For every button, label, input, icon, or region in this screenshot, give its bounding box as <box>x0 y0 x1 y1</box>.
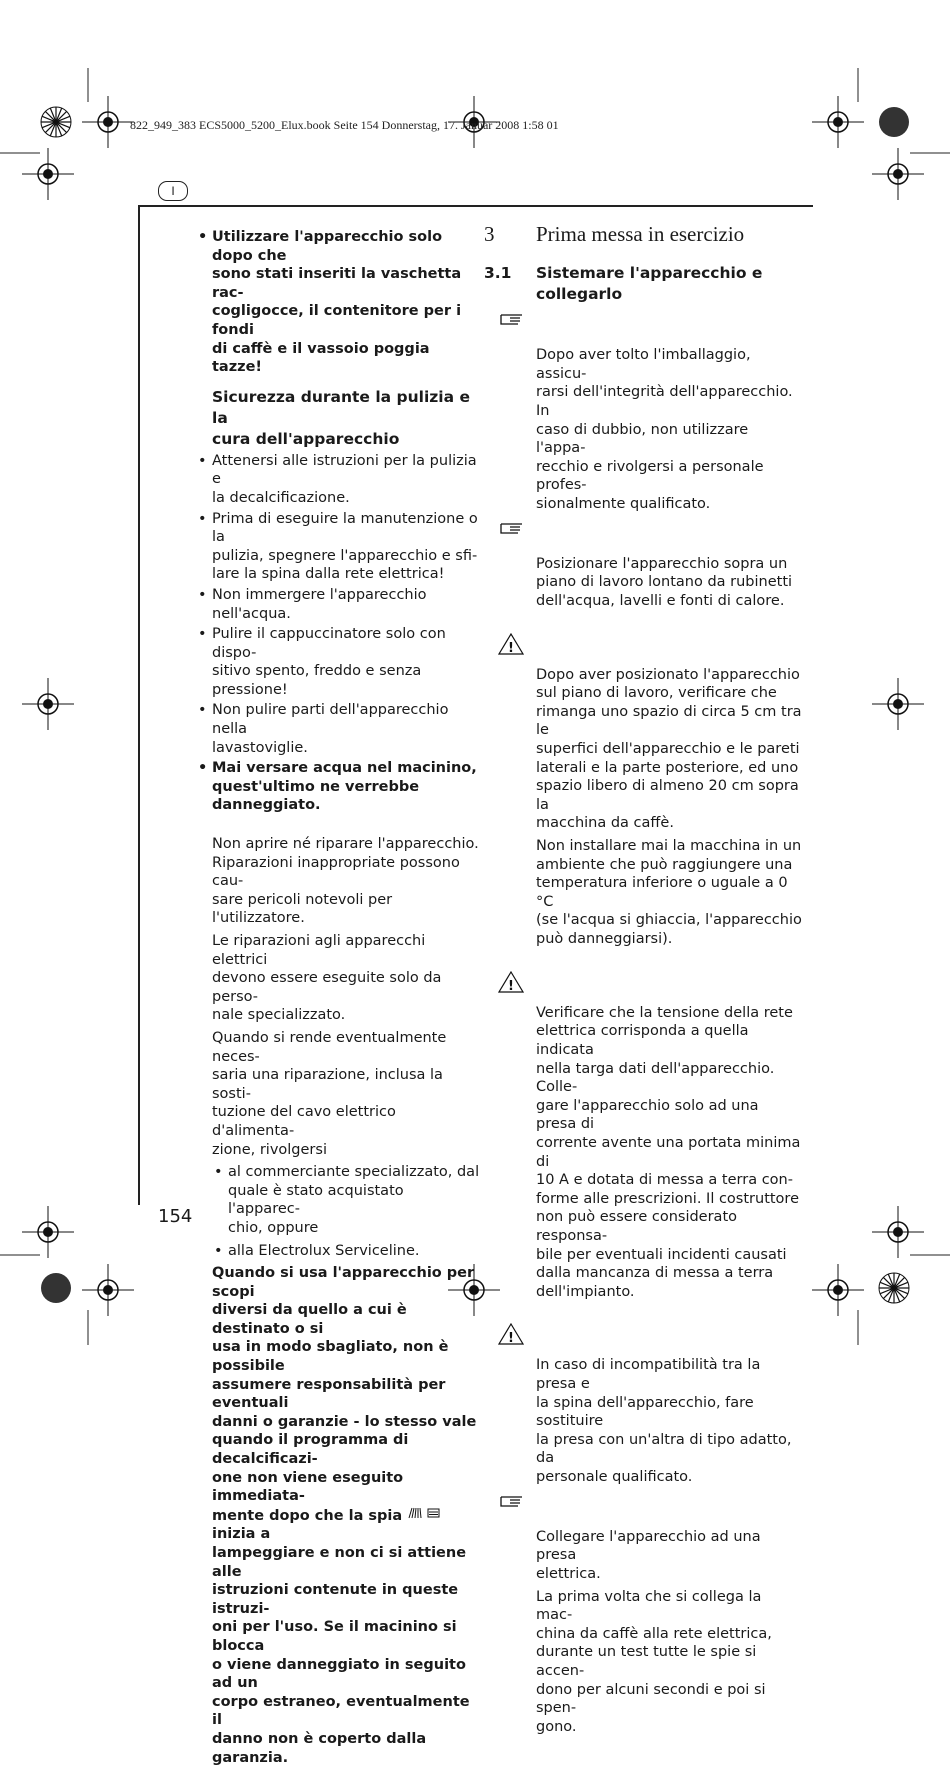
paragraph: Non aprire né riparare l'apparecchio. Riparazioni inappropriate possono cau- sare pericoli notevoli per l'utilizzatore. <box>212 836 479 927</box>
liability-text-2: inizia a lampeggiare e non ci si attiene alle istruzioni contenute in queste istruzi- oni per l'uso. Se il macinino si blocca o viene danneggiato in seguito ad un corpo estraneo, eventualmente il danno non è coperto dalla garanzia. <box>212 1526 470 1766</box>
item-text: In caso di incompatibilità tra la presa e la spina dell'apparecchio, fare sostituire la presa con un'altra di tipo adatto, da personale qualificato. <box>536 1357 792 1486</box>
item-text: Collegare l'apparecchio ad una presa elettrica. <box>536 1528 761 1582</box>
paragraph: La prima volta che si collega la mac- china da caffè alla rete elettrica, durante un test tutte le spie si accen- dono per alcuni secondi e poi si spen- gono. <box>536 1588 772 1735</box>
chapter-heading <box>484 222 802 259</box>
warning-item <box>484 629 802 834</box>
descaling-lamp-icon <box>428 1509 439 1517</box>
section-title: Sistemare l'apparecchio e collegarlo <box>536 264 763 303</box>
item-text: Posizionare l'apparecchio sopra un piano di lavoro lontano da rubinetti dell'acqua, lavelli e fonti di calore. <box>536 555 793 609</box>
chapter-number: 3 <box>484 222 495 246</box>
warning-triangle-icon <box>498 1323 524 1345</box>
indicator-lamps <box>407 1506 441 1526</box>
list-item: • Prima di eseguire la manutenzione o la pulizia, spegnere l'apparecchio e sfi- lare la spina dalla rete elettrica! <box>198 510 480 584</box>
svg-text:!: ! <box>508 1331 514 1346</box>
page-number: 154 <box>158 1206 193 1227</box>
warning-item <box>484 967 802 1302</box>
section-number: 3.1 <box>484 264 512 282</box>
instruction-item <box>484 1491 802 1584</box>
list-item: • Attenersi alle istruzioni per la pulizia e la decalcificazione. <box>198 452 480 508</box>
warning-triangle-icon <box>498 971 524 993</box>
warning-item <box>484 1319 802 1486</box>
svg-text:!: ! <box>508 640 514 655</box>
liability-text-1: Quando si usa l'apparecchio per scopi diversi da quello a cui è destinato o si usa in modo sbagliato, non è possibile assumere responsabilità per eventuali danni o garanzie - lo stesso vale quando il programma di decalcificazi- one non viene eseguito immediata- mente dopo che la spia <box>212 1265 477 1524</box>
instruction-item <box>484 518 802 611</box>
section-heading <box>484 263 802 307</box>
paragraph: Quando si rende eventualmente neces- saria una riparazione, inclusa la sosti- tuzione del cavo elettrico d'alimenta- zione, rivolgersi <box>212 1029 447 1158</box>
warning-triangle-icon <box>498 633 524 655</box>
crosshair-icon <box>82 96 134 148</box>
frame-line-horizontal <box>138 205 813 207</box>
list-item: • al commerciante specializzato, dal quale è stato acquistato l'apparec- chio, oppure <box>198 1163 480 1237</box>
section-heading: Sicurezza durante la pulizia e la cura dell'apparecchio <box>212 387 470 448</box>
gray-target-icon <box>879 107 909 137</box>
instruction-item <box>484 309 802 514</box>
color-target-icon <box>41 107 71 137</box>
list-item: • Utilizzare l'apparecchio solo dopo che sono stati inseriti la vaschetta rac- cogligocce, il contenitore per i fondi di caffè e il vassoio poggia tazze! <box>198 228 480 377</box>
item-text: Dopo aver tolto l'imballaggio, assicu- rarsi dell'integrità dell'apparecchio. In caso di dubbio, non utilizzare l'appa- recchio e rivolgersi a personale profes- sionalmente qualificato. <box>536 347 793 512</box>
list-item: • Non immergere l'apparecchio nell'acqua. <box>198 586 480 623</box>
list-item: • alla Electrolux Serviceline. <box>198 1242 480 1261</box>
svg-text:!: ! <box>508 978 514 993</box>
liability-paragraph <box>198 1264 480 1767</box>
left-column <box>198 228 480 1767</box>
paragraph: Le riparazioni agli apparecchi elettrici devono essere eseguite solo da perso- nale specializzato. <box>212 933 442 1024</box>
right-column <box>484 222 802 1740</box>
chapter-title: Prima messa in esercizio <box>536 222 745 246</box>
pointing-hand-icon <box>498 309 524 331</box>
pointing-hand-icon <box>498 518 524 540</box>
paragraph: Non installare mai la macchina in un ambiente che può raggiungere una temperatura inferiore o uguale a 0 °C (se l'acqua si ghiaccia, l'apparecchio può danneggiarsi). <box>536 838 802 947</box>
gray-target-icon <box>41 1273 71 1303</box>
steam-lamp-icon <box>409 1508 421 1518</box>
item-text: Verificare che la tensione della rete elettrica corrisponda a quella indicata nella targa dati dell'apparecchio. Colle- gare l'apparecchio solo ad una presa di corrente avente una portata minima di 10 A e dotata di messa a terra con- forme alle prescrizioni. Il costruttore non può essere considerato responsa- bile per eventuali incidenti causati dalla mancanza di messa a terra dell'impianto. <box>536 1004 801 1300</box>
language-badge: I <box>158 181 188 201</box>
pointing-hand-icon <box>498 1491 524 1513</box>
list-item: • Non pulire parti dell'apparecchio nella lavastoviglie. <box>198 701 480 757</box>
book-info-header: 822_949_383 ECS5000_5200_Elux.book Seite 154 Donnerstag, 17. Januar 2008 1:58 01 <box>130 118 559 132</box>
list-item: • Mai versare acqua nel macinino, quest'ultimo ne verrebbe danneggiato. <box>198 759 480 815</box>
list-item: • Pulire il cappuccinatore solo con dispo- sitivo spento, freddo e senza pressione! <box>198 625 480 699</box>
item-text: Dopo aver posizionato l'apparecchio sul piano di lavoro, verificare che rimanga uno spazio di circa 5 cm tra le superfici dell'apparecchio e le pareti laterali e la parte posteriore, ed uno spazio libero di almeno 20 cm sopra la macchina da caffè. <box>536 666 802 832</box>
color-target-icon <box>879 1273 909 1303</box>
frame-line-vertical <box>138 205 140 1205</box>
